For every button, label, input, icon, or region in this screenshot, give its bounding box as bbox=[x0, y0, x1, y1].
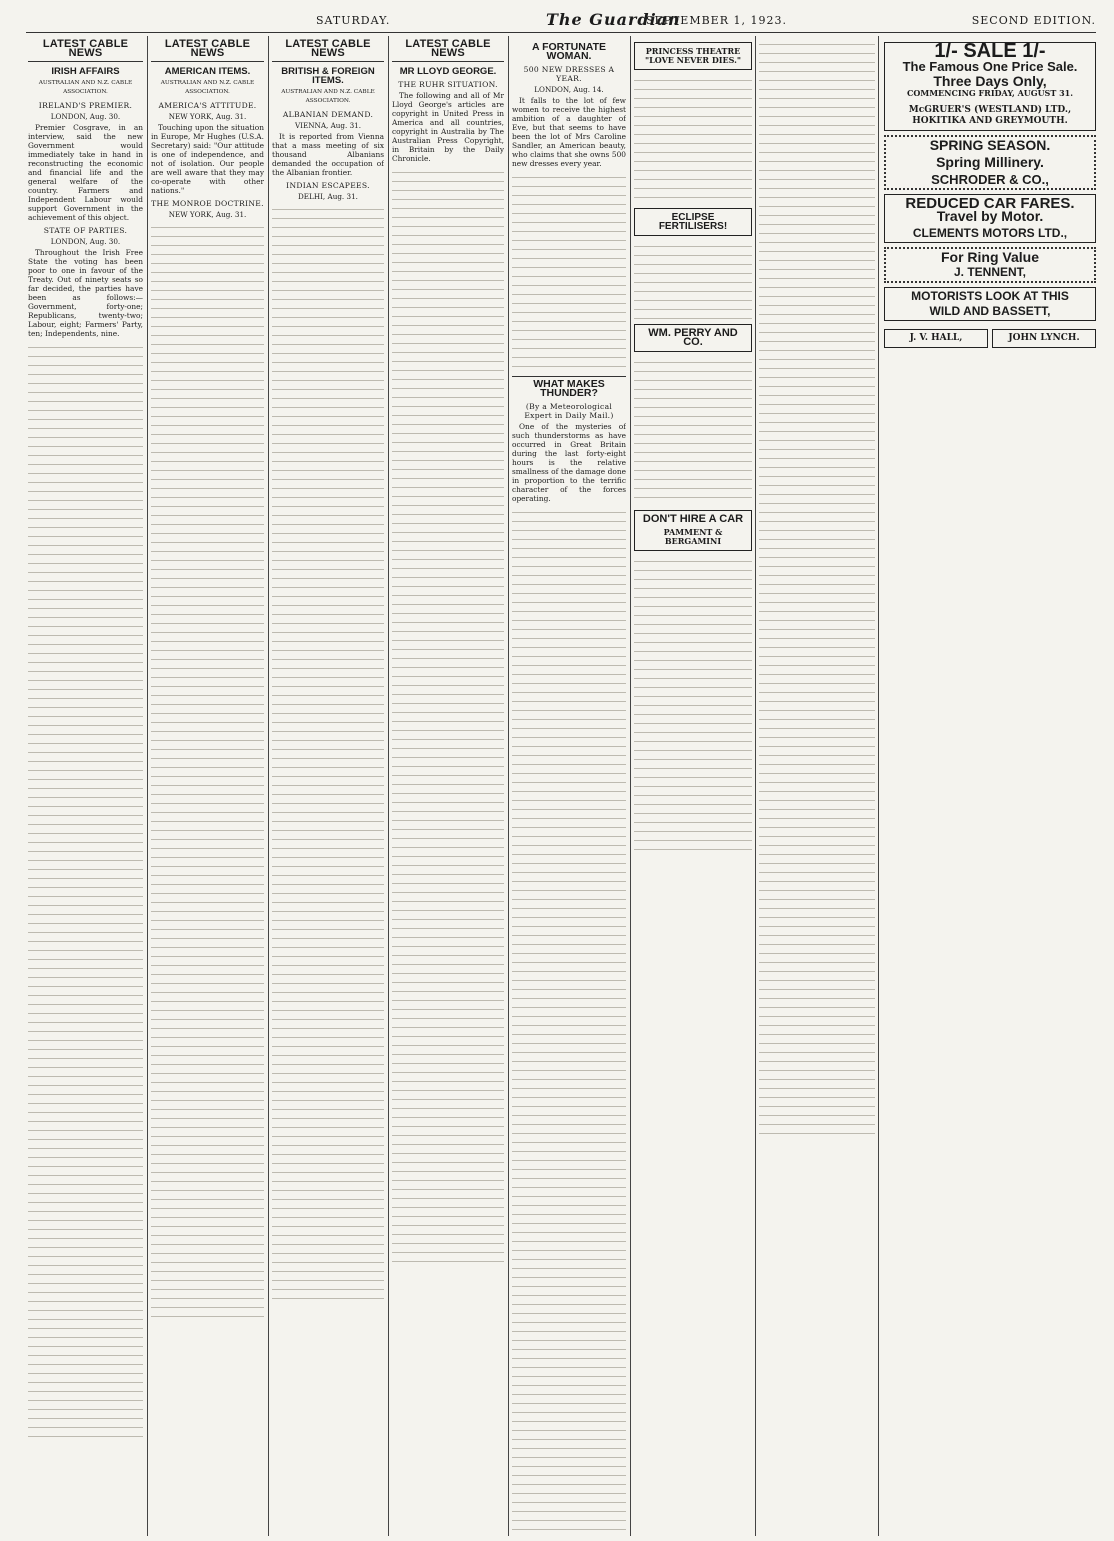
text-block bbox=[28, 341, 143, 1441]
column-ads-local bbox=[634, 38, 752, 1536]
sale-subhead: The Famous One Price Sale. bbox=[902, 59, 1078, 74]
dateline: LONDON, Aug. 30. bbox=[50, 237, 121, 246]
article-text: It falls to the lot of few women to receive the highest ambition of a daughter of Eve, but that seems to have been the lot of Mrs Caroline Sandler, an American beauty, who claims that she owns 500 new dresses every year. bbox=[512, 96, 626, 168]
car-fares-ad bbox=[884, 194, 1096, 243]
column-rule bbox=[755, 36, 756, 1536]
column-british-foreign bbox=[272, 38, 384, 1536]
article-heading: INDIAN ESCAPEES. bbox=[286, 181, 370, 190]
motorists-headline: MOTORISTS LOOK AT THIS bbox=[911, 289, 1069, 303]
ad-firm: PAMMENT & BERGAMINI bbox=[663, 527, 723, 546]
section-banner: LATEST CABLE NEWS bbox=[151, 38, 264, 62]
text-block bbox=[634, 74, 752, 204]
lynch-name: JOHN LYNCH. bbox=[1008, 333, 1080, 343]
motorists-ad bbox=[884, 287, 1096, 321]
fares-subhead: Travel by Motor. bbox=[936, 208, 1044, 224]
article-heading: AMERICA'S ATTITUDE. bbox=[158, 101, 257, 110]
article-heading: (By a Meteorological Expert in Daily Mail.) bbox=[524, 402, 614, 420]
theatre-name: PRINCESS THEATRE bbox=[645, 46, 741, 56]
column-ads-right bbox=[884, 38, 1096, 1536]
column-rule bbox=[630, 36, 631, 1536]
sale-headline: 1/- SALE 1/- bbox=[934, 40, 1046, 62]
section-banner: LATEST CABLE NEWS bbox=[28, 38, 143, 62]
column-american-items bbox=[151, 38, 264, 1536]
clements-name: CLEMENTS MOTORS LTD., bbox=[912, 226, 1068, 240]
article-heading: ALBANIAN DEMAND. bbox=[282, 110, 374, 119]
section-banner: LATEST CABLE NEWS bbox=[272, 38, 384, 62]
section-heading: A FORTUNATE WOMAN. bbox=[531, 41, 607, 62]
film-title: "LOVE NEVER DIES." bbox=[644, 55, 742, 65]
section-heading: AMERICAN ITEMS. bbox=[164, 66, 251, 77]
column-rule bbox=[508, 36, 509, 1536]
schroder-name: SCHRODER & CO., bbox=[931, 172, 1049, 187]
ad-heading: WM. PERRY AND CO. bbox=[648, 327, 738, 348]
article-heading: 500 NEW DRESSES A YEAR. bbox=[523, 65, 615, 83]
fertiliser-ad bbox=[634, 208, 752, 236]
text-block bbox=[759, 38, 875, 1138]
column-lloyd-george bbox=[392, 38, 504, 1536]
text-block bbox=[392, 166, 504, 1266]
section-heading: IRISH AFFAIRS bbox=[51, 66, 120, 77]
spring-millinery: Spring Millinery. bbox=[936, 154, 1044, 170]
dateline: LONDON, Aug. 30. bbox=[50, 112, 121, 121]
theatre-ad bbox=[634, 42, 752, 70]
section-heading: BRITISH & FOREIGN ITEMS. bbox=[281, 66, 375, 86]
article-heading: THE MONROE DOCTRINE. bbox=[151, 199, 264, 208]
dateline: NEW YORK, Aug. 31. bbox=[168, 210, 247, 219]
sale-ad bbox=[884, 42, 1096, 131]
article-text: Premier Cosgrave, in an interview, said the new Government would immediately take in hand in reconstructing the economic and financial life and the general welfare of the country. Farmers and Independent Labour would support Government in the achievement of this object. bbox=[28, 123, 143, 222]
masthead bbox=[26, 6, 1096, 33]
column-irish-affairs bbox=[28, 38, 143, 1536]
hall-name: J. V. HALL, bbox=[909, 333, 963, 343]
ring-headline: For Ring Value bbox=[940, 249, 1039, 265]
text-block bbox=[512, 506, 626, 1536]
column-rule bbox=[878, 36, 879, 1536]
text-block bbox=[272, 203, 384, 1303]
paper-title: The Guardian bbox=[546, 10, 681, 29]
column-fortunate-woman bbox=[512, 38, 626, 1536]
dateline: LONDON, Aug. 14. bbox=[534, 85, 604, 94]
mcgruer-name: McGRUER'S (WESTLAND) LTD., bbox=[908, 105, 1072, 115]
section-heading: MR LLOYD GEORGE. bbox=[399, 66, 497, 77]
article-heading: IRELAND'S PREMIER. bbox=[38, 101, 133, 110]
spring-ad bbox=[884, 135, 1096, 190]
tennent-name: J. TENNENT, bbox=[953, 265, 1026, 279]
ad-heading: ECLIPSE FERTILISERS! bbox=[658, 212, 728, 232]
article-text: Throughout the Irish Free State the voting has been poor to one in favour of the Treaty. Out of ninety seats so far decided, the parties have been as follows:—Government, forty-one; Republicans, twenty-two; Labour, eight; Farmers' Party, ten; Independents, nine. bbox=[28, 248, 143, 338]
dateline: VIENNA, Aug. 31. bbox=[294, 121, 362, 130]
ring-ad bbox=[884, 247, 1096, 283]
hall-ad bbox=[884, 329, 988, 348]
section-heading: WHAT MAKES THUNDER? bbox=[512, 376, 626, 398]
article-text: Touching upon the situation in Europe, Mr Hughes (U.S.A. Secretary) said: "Our attitude is one of independence, and not of isolation. Our people are well aware that they may co-operate with other nations." bbox=[151, 123, 264, 195]
perry-ad bbox=[634, 324, 752, 352]
agency-line: AUSTRALIAN AND N.Z. CABLE ASSOCIATION. bbox=[38, 80, 133, 95]
article-text: The following and all of Mr Lloyd George's articles are copyright in United Press in America and all countries, copyright in Australia by The Australian Press Copyright, in Britain by the Daily Chronicle. bbox=[392, 91, 504, 163]
article-heading: STATE OF PARTIES. bbox=[43, 226, 128, 235]
header-day: SATURDAY. bbox=[316, 14, 391, 27]
wild-bassett-name: WILD AND BASSETT, bbox=[929, 304, 1051, 318]
bottom-ads bbox=[884, 325, 1096, 352]
spring-headline: SPRING SEASON. bbox=[929, 137, 1051, 153]
column-rule bbox=[268, 36, 269, 1536]
column-rule bbox=[388, 36, 389, 1536]
column-ads-notices bbox=[759, 38, 875, 1536]
fares-headline: REDUCED CAR FARES. bbox=[905, 195, 1075, 212]
text-block bbox=[634, 555, 752, 855]
dateline: DELHI, Aug. 31. bbox=[298, 192, 358, 201]
text-block bbox=[634, 356, 752, 506]
car-hire-ad bbox=[634, 510, 752, 551]
header-edition: SECOND EDITION. bbox=[971, 14, 1096, 27]
agency-line: AUSTRALIAN AND N.Z. CABLE ASSOCIATION. bbox=[281, 89, 375, 104]
mcgruer-towns: HOKITIKA AND GREYMOUTH. bbox=[912, 116, 1068, 126]
text-block bbox=[512, 171, 626, 371]
text-block bbox=[634, 240, 752, 320]
header-date: SEPTEMBER 1, 1923. bbox=[646, 14, 787, 27]
article-text: It is reported from Vienna that a mass meeting of six thousand Albanians demanded the occupation of the Albanian frontier. bbox=[272, 132, 384, 177]
agency-line: AUSTRALIAN AND N.Z. CABLE ASSOCIATION. bbox=[160, 80, 255, 95]
article-text: One of the mysteries of such thunderstorms as have occurred in Great Britain during the last forty-eight hours is the relative smallness of the damage done in proportion to the terrific character of the forces operating. bbox=[512, 422, 626, 503]
section-banner: LATEST CABLE NEWS bbox=[392, 38, 504, 62]
sale-date: COMMENCING FRIDAY, AUGUST 31. bbox=[907, 88, 1073, 98]
ad-heading: DON'T HIRE A CAR bbox=[642, 513, 744, 525]
article-heading: THE RUHR SITUATION. bbox=[398, 80, 498, 89]
column-rule bbox=[147, 36, 148, 1536]
dateline: NEW YORK, Aug. 31. bbox=[168, 112, 247, 121]
sale-days: Three Days Only, bbox=[933, 73, 1047, 89]
lynch-ad bbox=[992, 329, 1096, 348]
text-block bbox=[151, 221, 264, 1321]
